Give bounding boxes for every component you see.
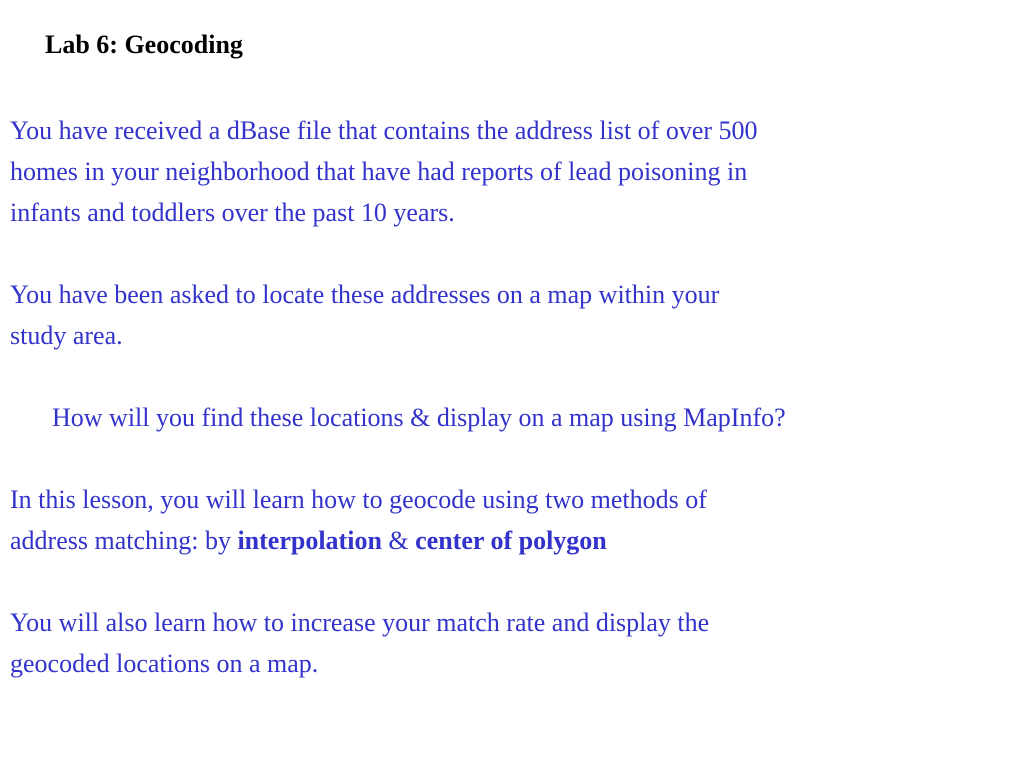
intro-line-3: infants and toddlers over the past 10 years. — [10, 198, 455, 227]
closing-line-2: geocoded locations on a map. — [10, 649, 319, 678]
task-paragraph — [10, 274, 970, 356]
slide-title: Lab 6: Geocoding — [45, 30, 243, 59]
intro-paragraph — [10, 110, 1010, 233]
lesson-line-2 — [10, 520, 970, 561]
task-line-2: study area. — [10, 321, 123, 350]
method-center-of-polygon: center of polygon — [415, 526, 607, 555]
lesson-line-2-prefix: address matching: by — [10, 526, 238, 555]
method-connector: & — [381, 526, 416, 555]
question-paragraph: How will you find these locations & display on a map using MapInfo? — [52, 403, 786, 432]
closing-paragraph — [10, 602, 970, 684]
method-interpolation: interpolation — [237, 526, 382, 555]
lesson-paragraph — [10, 479, 970, 561]
intro-line-2: homes in your neighborhood that have had reports of lead poisoning in — [10, 157, 748, 186]
task-line-1: You have been asked to locate these addresses on a map within your — [10, 280, 720, 309]
intro-line-1: You have received a dBase file that contains the address list of over 500 — [10, 116, 758, 145]
closing-line-1: You will also learn how to increase your match rate and display the — [10, 608, 710, 637]
lesson-line-1: In this lesson, you will learn how to geocode using two methods of — [10, 485, 707, 514]
